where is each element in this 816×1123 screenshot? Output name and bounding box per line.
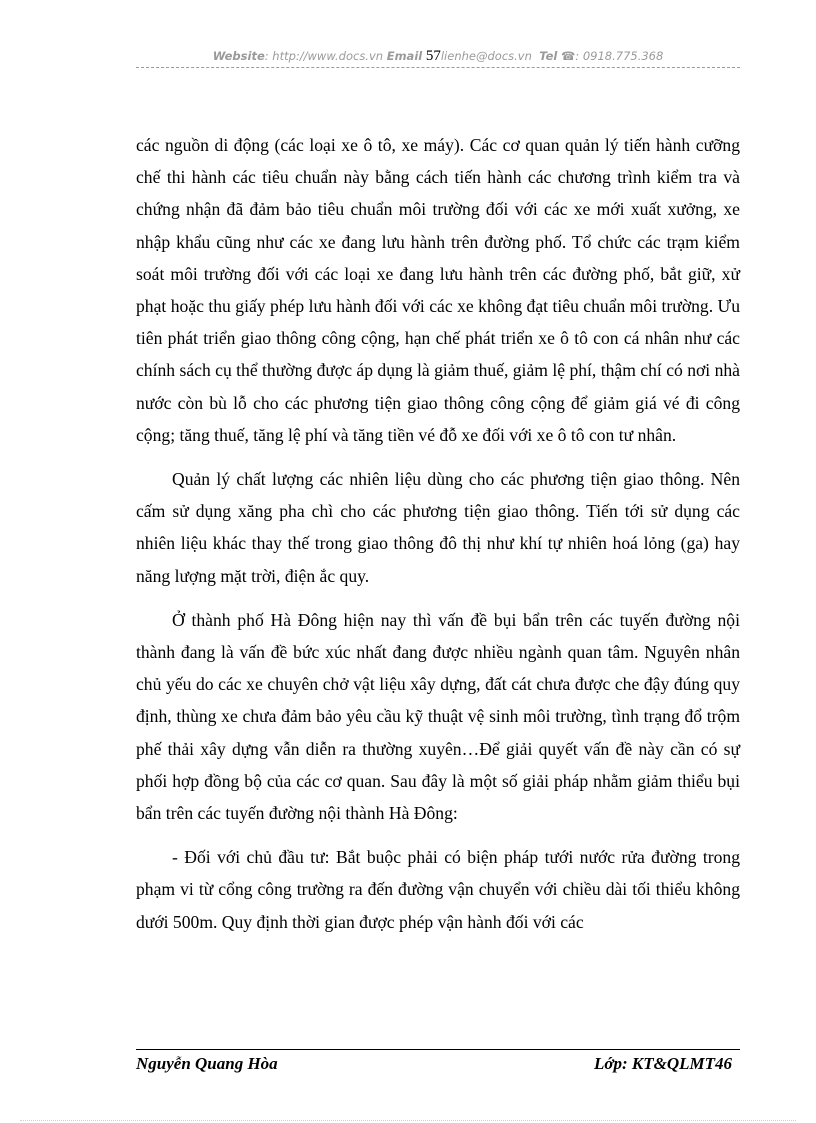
page-header	[136, 47, 740, 68]
website-url[interactable]: : http://www.docs.vn	[264, 49, 384, 63]
tel-number: : 0918.775.368	[575, 49, 664, 63]
footer-author: Nguyễn Quang Hòa	[136, 1054, 278, 1073]
paragraph-1: các nguồn di động (các loại xe ô tô, xe máy). Các cơ quan quản lý tiến hành cưỡng chế thi hành các tiêu chuẩn này bằng cách tiến hành các chương trình kiểm tra và chứng nhận đã đảm bảo tiêu chuẩn môi trường đối với các xe mới xuất xưởng, xe nhập khẩu cũng như các xe đang lưu hành trên đường phố. Tổ chức các trạm kiểm soát môi trường đối với các loại xe đang lưu hành trên các đường phố, bắt giữ, xử phạt hoặc thu giấy phép lưu hành đối với các xe không đạt tiêu chuẩn môi trường. Ưu tiên phát triển giao thông công cộng, hạn chế phát triển xe ô tô con cá nhân như các chính sách cụ thể thường được áp dụng là giảm thuế, giảm lệ phí, thậm chí có nơi nhà nước còn bù lỗ cho các phương tiện giao thông công cộng để giảm giá vé đi công cộng; tăng thuế, tăng lệ phí và tăng tiền vé đỗ xe đối với xe ô tô con tư nhân.	[136, 135, 740, 445]
footer-divider	[136, 1049, 740, 1050]
page-number: 57	[425, 48, 441, 64]
email-address[interactable]: lienhe@docs.vn	[440, 49, 532, 63]
page-footer	[136, 1054, 732, 1074]
paragraph-4: - Đối với chủ đầu tư: Bắt buộc phải có biện pháp tưới nước rửa đường trong phạm vi từ cổng công trường ra đến đường vận chuyển với chiều dài tối thiểu không dưới 500m. Quy định thời gian được phép vận hành đối với các	[136, 847, 740, 932]
page-bottom-border	[20, 1120, 796, 1121]
footer-class: Lớp: KT&QLMT46	[593, 1054, 732, 1073]
phone-icon: ☎	[560, 49, 576, 63]
email-label: Email	[386, 49, 423, 63]
document-body	[136, 129, 740, 950]
website-label: Website	[212, 49, 265, 63]
paragraph-3: Ở thành phố Hà Đông hiện nay thì vấn đề bụi bẩn trên các tuyến đường nội thành đang là vấn đề bức xúc nhất đang được nhiều ngành quan tâm. Nguyên nhân chủ yếu do các xe chuyên chở vật liệu xây dựng, đất cát chưa được che đậy đúng quy định, thùng xe chưa đảm bảo yêu cầu kỹ thuật vệ sinh môi trường, tình trạng đổ trộm phế thải xây dựng vẫn diễn ra thường xuyên…Để giải quyết vấn đề này cần có sự phối hợp đồng bộ của các cơ quan. Sau đây là một số giải pháp nhằm giảm thiểu bụi bẩn trên các tuyến đường nội thành Hà Đông:	[136, 609, 740, 824]
paragraph-2: Quản lý chất lượng các nhiên liệu dùng cho các phương tiện giao thông. Nên cấm sử dụng xăng pha chì cho các phương tiện giao thông. Tiến tới sử dụng các nhiên liệu khác thay thế trong giao thông đô thị như khí tự nhiên hoá lỏng (ga) hay năng lượng mặt trời, điện ắc quy.	[136, 469, 740, 586]
tel-label: Tel	[539, 49, 558, 63]
